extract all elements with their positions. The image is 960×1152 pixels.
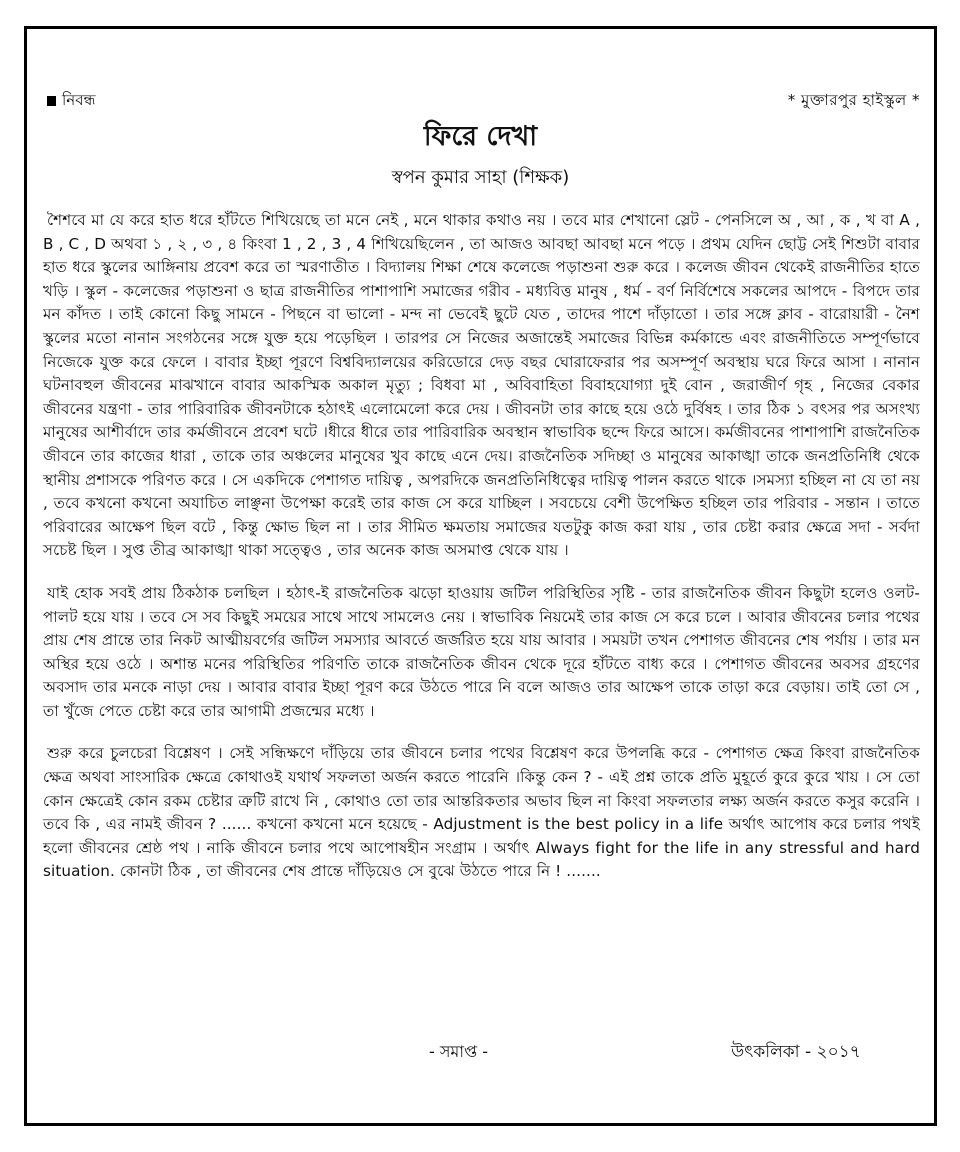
page-footer bbox=[27, 1039, 934, 1067]
paragraph-1: শৈশবে মা যে করে হাত ধরে হাঁটতে শিখিয়েছে তা মনে নেই , মনে থাকার কথাও নয় । তবে মার শেখানো স্লেট - পেনসিলে অ , আ , ক , খ বা A , B , C , D অথবা ১ , ২ , ৩ , ৪ কিংবা 1 , 2 , 3 , 4 শিখিয়েছিলেন , তা আজও আবছা আবছা মনে পড়ে । প্রথম যেদিন ছোট্ট সেই শিশুটা বাবার হাত ধরে স্কুলের আঙ্গিনায় প্রবেশ করে তা স্মরণাতীত । বিদ্যালয় শিক্ষা শেষে কলেজে পড়াশুনা শুরু করে । কলেজ জীবন থেকেই রাজনীতির হাতে খড়ি । স্কুল - কলেজের পড়াশুনা ও ছাত্র রাজনীতির পাশাপাশি সমাজের গরীব - মধ্যবিত্ত মানুষ , ধর্ম - বর্ণ নির্বিশেষে সকলের আপদে - বিপদে তার মন কাঁদত । তাই কোনো কিছু সামনে - পিছনে বা ভালো - মন্দ না ভেবেই ছুটে যেত , তাদের পাশে দাঁড়াতো । তার সঙ্গে ক্লাব - বারোয়ারী - নৈশ স্কুলের মতো নানান সংগঠনের সঙ্গে যুক্ত হয়ে পড়েছিল । তারপর সে নিজের অজান্তেই সমাজের বিভিন্ন কর্মকান্ডে এবং রাজনীতিতে সম্পূর্ণভাবে নিজেকে যুক্ত করে ফেলে । বাবার ইচ্ছা পূরণে বিশ্ববিদ্যালয়ের করিডোরে দেড় বছর ঘোরাফেরার পর অসম্পূর্ণ অবস্থায় ঘরে ফিরে আসা । নানান ঘটনাবহুল জীবনের মাঝখানে বাবার আকস্মিক অকাল মৃত্যু ; বিধবা মা , অবিবাহিতা বিবাহযোগ্যা দুই বোন , জরাজীর্ণ গৃহ , নিজের বেকার জীবনের যন্ত্রণা - তার পারিবারিক জীবনটাকে হঠাৎই এলোমেলো করে দেয় । জীবনটা তার কাছে হয়ে ওঠে দুর্বিষহ । তার ঠিক ১ বৎসর পর অসংখ্য মানুষের আশীর্বাদে তার কর্মজীবনে প্রবেশ ঘটে ।ধীরে ধীরে তার পারিবারিক অবস্থান স্বাভাবিক ছন্দে ফিরে আসে। কর্মজীবনের পাশাপাশি রাজনৈতিক জীবনে তার কাজের ধারা , তাকে তার অঞ্চলের মানুষের খুব কাছে এনে দেয়। রাজনৈতিক সদিচ্ছা ও মানুষের আকাঙ্খা তাকে জনপ্রতিনিধি থেকে স্থানীয় প্রশাসকে পরিণত করে । সে একদিকে পেশাগত দায়িত্ব , অপরদিকে জনপ্রতিনিধিত্বের দায়িত্ব পালন করতে থাকে ।সমস্যা হচ্ছিল না যে তা নয় , তবে কখনো কখনো অযাচিত লাঞ্ছনা উপেক্ষা করেই তার কাজ সে করে যাচ্ছিল । সবচেয়ে বেশী উপেক্ষিত হচ্ছিল তার পরিবার - সন্তান । তাতে পরিবারের আক্ষেপ ছিল বটে , কিন্তু ক্ষোভ ছিল না । তার সীমিত ক্ষমতায় সমাজের যতটুকু কাজ করা যায় , তার চেষ্টা করার ক্ষেত্রে সদা - সর্বদা সচেষ্ট ছিল । সুপ্ত তীব্র আকাঙ্খা থাকা সত্ত্বেও , তার অনেক কাজ অসমাপ্ত থেকে যায় । bbox=[43, 211, 920, 560]
article-body bbox=[43, 209, 920, 903]
section-label-text: নিবন্ধ bbox=[62, 90, 96, 109]
end-mark: - সমাপ্ত - bbox=[429, 1042, 488, 1061]
page-frame bbox=[24, 26, 937, 1126]
paragraph-3: শুরু করে চুলচেরা বিশ্লেষণ । সেই সন্ধিক্ষণে দাঁড়িয়ে তার জীবনে চলার পথের বিশ্লেষণ করে উপলব্ধি করে - পেশাগত ক্ষেত্র কিংবা রাজনৈতিক ক্ষেত্র অথবা সাংসারিক ক্ষেত্রে কোথাওই যথার্থ সফলতা অর্জন করতে পারেনি ।কিন্তু কেন ? - এই প্রশ্ন তাকে প্রতি মুহূর্তে কুরে কুরে খায় । সে তো কোন ক্ষেত্রেই কোন রকম চেষ্টার ত্রুটি রাখে নি , কোথাও তো তার আন্তরিকতার অভাব ছিল না কিংবা সফলতার লক্ষ্য অর্জন করতে কসুর করেনি । তবে কি , এর নামই জীবন ? ...... কখনো কখনো মনে হয়েছে - Adjustment is the best policy in a life অর্থাৎ আপোষ করে চলার পথই হলো জীবনের শ্রেষ্ঠ পথ । নাকি জীবনে চলার পথে আপোষহীন সংগ্রাম । অর্থাৎ Always fight for the life in any stressful and hard situation. কোনটা ঠিক , তা জীবনের শেষ প্রান্তে দাঁড়িয়েও সে বুঝে উঠতে পারে নি ! ....... bbox=[43, 744, 920, 881]
article-title: ফিরে দেখা bbox=[423, 121, 538, 152]
magazine-name-year: উৎকলিকা - ২০১৭ bbox=[731, 1042, 861, 1062]
article-author: স্বপন কুমার সাহা (শিক্ষক) bbox=[391, 167, 570, 188]
section-label bbox=[47, 89, 95, 114]
page-header bbox=[47, 89, 920, 113]
square-bullet-icon bbox=[47, 96, 56, 106]
paragraph-2: যাই হোক সবই প্রায় ঠিকঠাক চলছিল । হঠাৎ-ই রাজনৈতিক ঝড়ো হাওয়ায় জটিল পরিস্থিতির সৃষ্টি - তার রাজনৈতিক জীবন কিছুটা হলেও ওলট-পালট হয়ে যায় । তবে সে সব কিছুই সময়ের সাথে সাথে সামলেও নেয় । স্বাভাবিক নিয়মেই তার কাজ সে করে চলে । আবার জীবনের চলার পথের প্রায় শেষ প্রান্তে তার নিকট আত্মীয়বর্গের জটিল সমস্যার আবর্তে জর্জরিত হয়ে যায় আবার । সময়টা তখন পেশাগত জীবনের শেষ পর্যায় । তার মন অস্থির হয়ে ওঠে । অশান্ত মনের পরিস্থিতির পরিণতি তাকে রাজনৈতিক জীবন থেকে দূরে হাঁটতে বাধ্য করে । পেশাগত জীবনের অবসর গ্রহণের অবসাদ তার মনকে নাড়া দেয় । আবার বাবার ইচ্ছা পূরণ করে উঠতে পারে নি বলে আজও তার আক্ষেপ তাকে তাড়া করে বেড়ায়। তাই তো সে , তা খুঁজে পেতে চেষ্টা করে তার আগামী প্রজন্মের মধ্যে । bbox=[43, 583, 920, 720]
school-name: * মুক্তারপুর হাইস্কুল * bbox=[787, 90, 920, 109]
